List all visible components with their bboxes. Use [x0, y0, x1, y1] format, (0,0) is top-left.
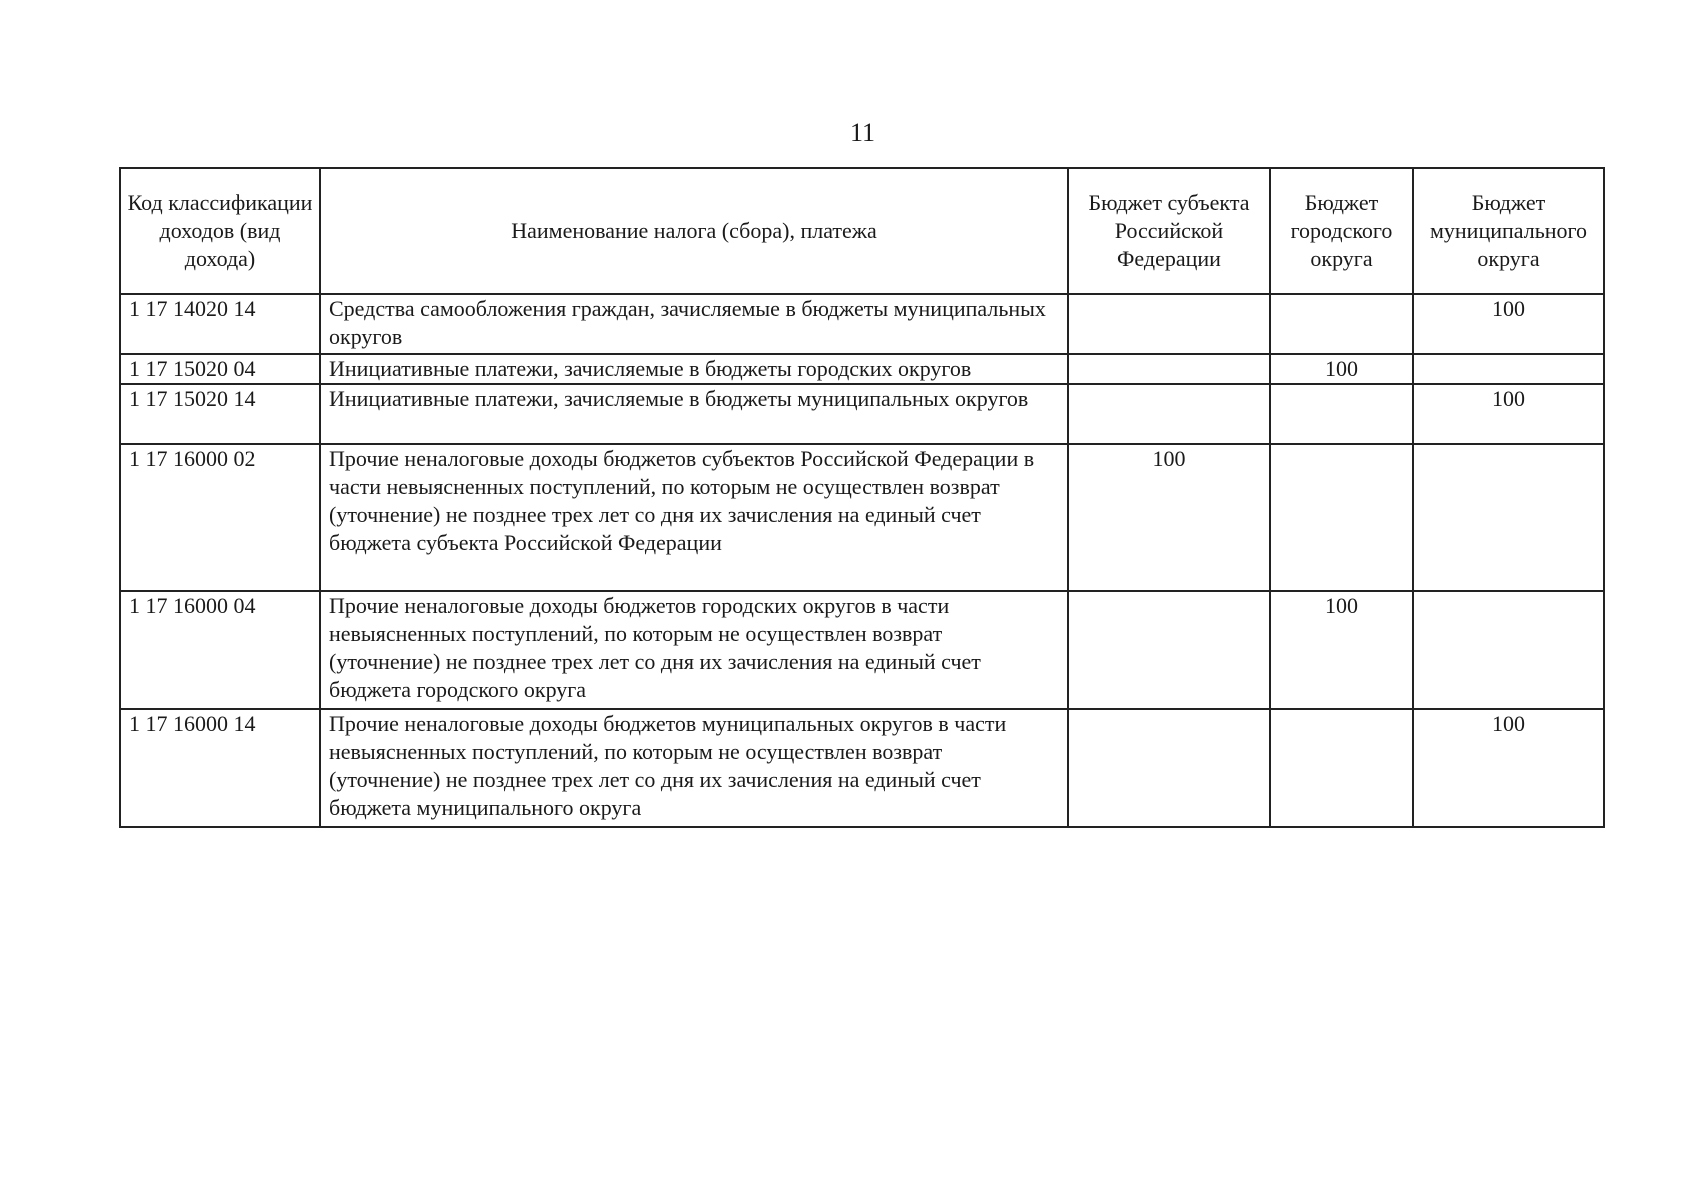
row-municipal-budget [1413, 591, 1604, 709]
row-municipal-budget: 100 [1413, 294, 1604, 354]
header-code: Код классификации доходов (вид дохода) [120, 168, 320, 294]
row-code: 1 17 14020 14 [120, 294, 320, 354]
header-name: Наименование налога (сбора), платежа [320, 168, 1068, 294]
row-name: Прочие неналоговые доходы бюджетов городских округов в части невыясненных поступлений, по которым не осуществлен возврат (уточнение) не позднее трех лет со дня их зачисления на единый счет бюджета городского округа [320, 591, 1068, 709]
row-name: Инициативные платежи, зачисляемые в бюджеты городских округов [320, 354, 1068, 384]
row-municipal-budget [1413, 444, 1604, 591]
row-municipal-budget: 100 [1413, 384, 1604, 444]
row-city-budget [1270, 709, 1413, 827]
row-code: 1 17 15020 04 [120, 354, 320, 384]
row-subject-budget [1068, 384, 1270, 444]
page-number: 11 [849, 118, 876, 147]
table-row [120, 709, 1604, 827]
row-city-budget: 100 [1270, 591, 1413, 709]
row-city-budget [1270, 444, 1413, 591]
header-city-budget: Бюджет городского округа [1270, 168, 1413, 294]
row-code: 1 17 15020 14 [120, 384, 320, 444]
row-code: 1 17 16000 04 [120, 591, 320, 709]
row-city-budget [1270, 294, 1413, 354]
row-subject-budget [1068, 709, 1270, 827]
row-subject-budget [1068, 591, 1270, 709]
row-subject-budget [1068, 354, 1270, 384]
header-subject-budget: Бюджет субъекта Российской Федерации [1068, 168, 1270, 294]
table-row [120, 591, 1604, 709]
table-row [120, 354, 1604, 384]
row-code: 1 17 16000 02 [120, 444, 320, 591]
row-subject-budget [1068, 294, 1270, 354]
table-row [120, 294, 1604, 354]
row-name: Прочие неналоговые доходы бюджетов субъектов Российской Федерации в части невыясненных поступлений, по которым не осуществлен возврат (уточнение) не позднее трех лет со дня их зачисления на единый счет бюджета субъекта Российской Федерации [320, 444, 1068, 591]
table-header-row [120, 168, 1604, 294]
row-name: Прочие неналоговые доходы бюджетов муниципальных округов в части невыясненных поступлений, по которым не осуществлен возврат (уточнение) не позднее трех лет со дня их зачисления на единый счет бюджета муниципального округа [320, 709, 1068, 827]
row-city-budget: 100 [1270, 354, 1413, 384]
header-municipal-budget: Бюджет муниципального округа [1413, 168, 1604, 294]
row-city-budget [1270, 384, 1413, 444]
row-code: 1 17 16000 14 [120, 709, 320, 827]
row-municipal-budget [1413, 354, 1604, 384]
table-row [120, 384, 1604, 444]
table-row [120, 444, 1604, 591]
row-name: Средства самообложения граждан, зачисляемые в бюджеты муниципальных округов [320, 294, 1068, 354]
revenue-distribution-table [119, 167, 1605, 828]
row-subject-budget: 100 [1068, 444, 1270, 591]
row-municipal-budget: 100 [1413, 709, 1604, 827]
row-name: Инициативные платежи, зачисляемые в бюджеты муниципальных округов [320, 384, 1068, 444]
